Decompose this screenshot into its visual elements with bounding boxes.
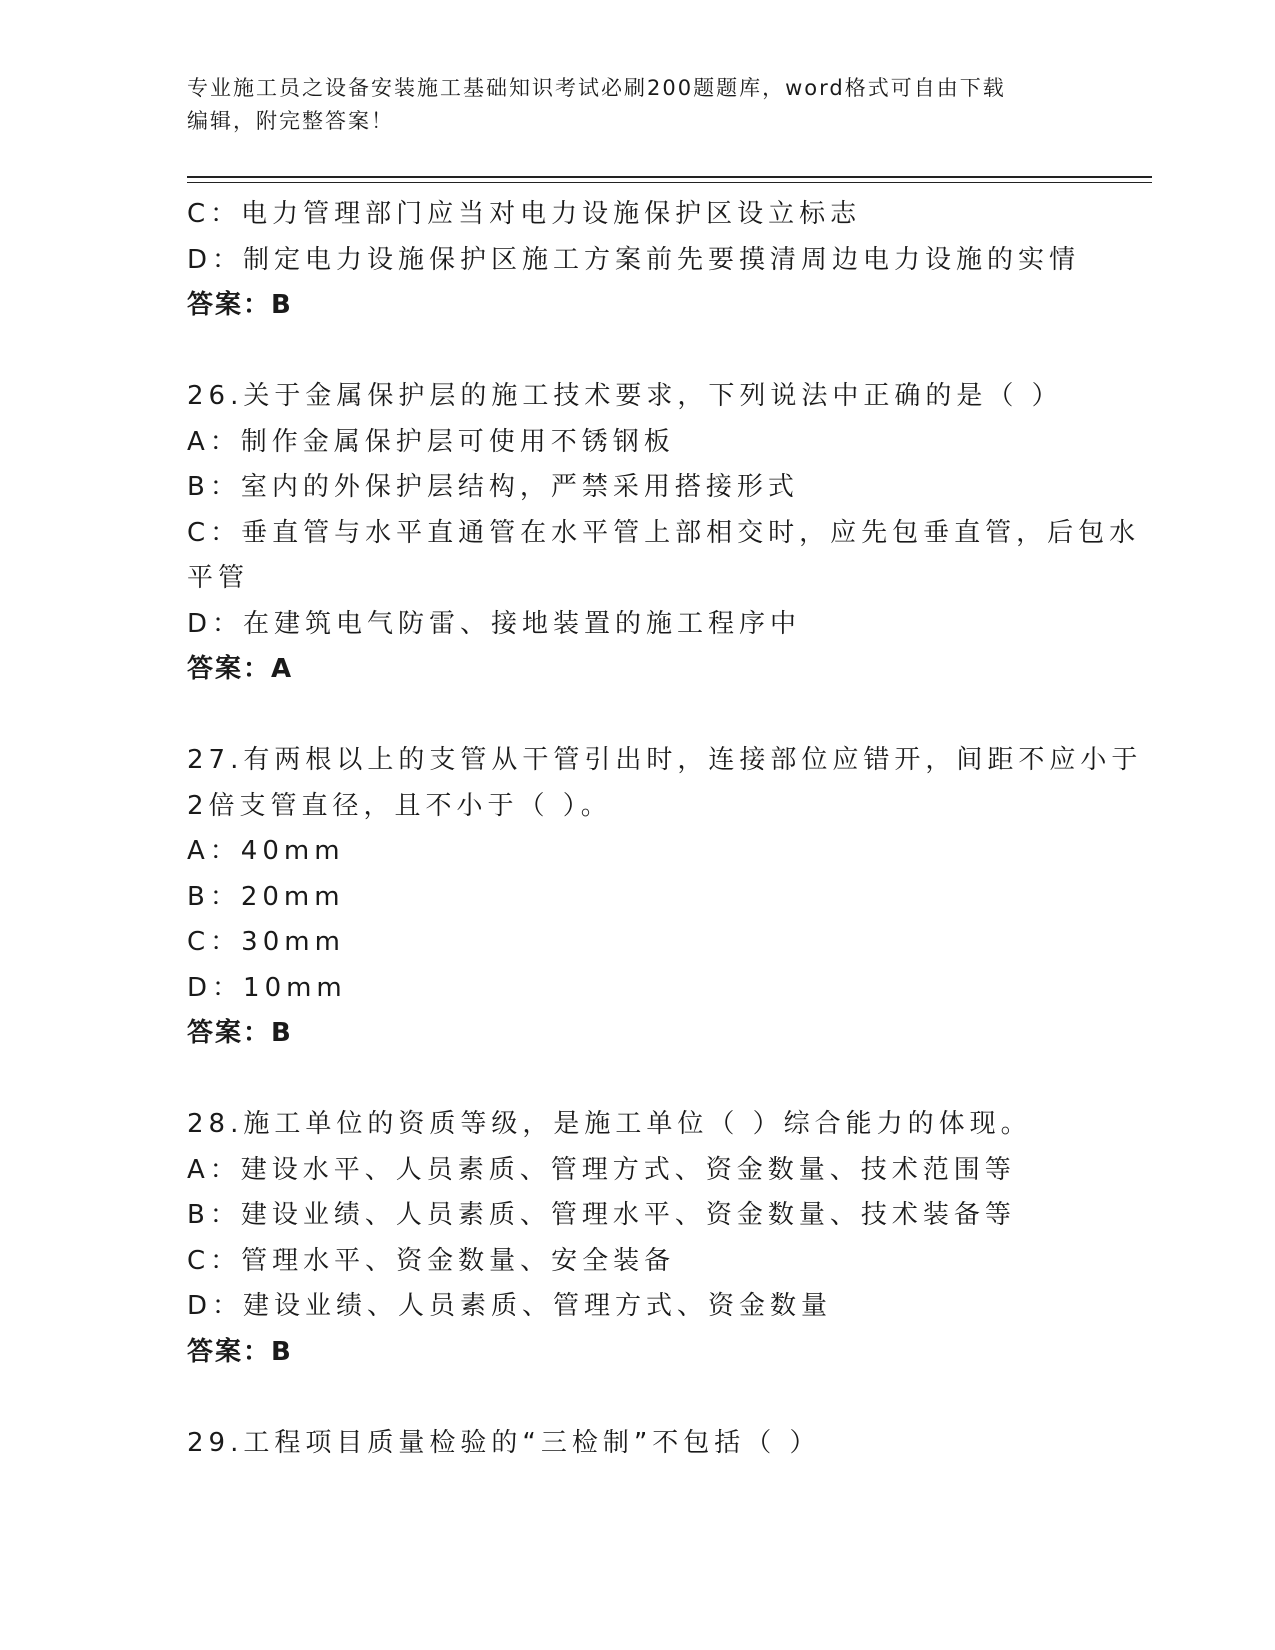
question-list [187,192,1143,1466]
answer: 答案：A [187,654,294,684]
spacer [187,693,1087,739]
option-b: B：20mm [187,881,345,912]
question-text: 27.有两根以上的支管从干管引出时，连接部位应错开，间距不应小于 [187,745,1143,775]
option-a: A：建设水平、人员素质、管理方式、资金数量、技术范围等 [187,1154,1016,1185]
spacer [187,329,1087,375]
option-c: C：管理水平、资金数量、安全装备 [187,1245,676,1276]
option-b: B：室内的外保护层结构，严禁采用搭接形式 [187,472,799,502]
option-a: A：制作金属保护层可使用不锈钢板 [187,426,675,457]
option-d: D：制定电力设施保护区施工方案前先要摸清周边电力设施的实情 [187,244,1081,275]
question-text: 28.施工单位的资质等级，是施工单位（ ）综合能力的体现。 [187,1109,1032,1139]
option-c-continued: 平管 [187,563,250,593]
spacer [187,1057,1087,1103]
answer: 答案：B [187,1018,293,1048]
option-b: B：建设业绩、人员素质、管理水平、资金数量、技术装备等 [187,1200,1016,1230]
spacer [187,1375,1087,1421]
question-block-28 [187,1102,1087,1375]
question-block-29 [187,1421,1087,1467]
question-text-continued: 2倍支管直径，且不小于（ ）。 [187,790,612,821]
question-block-27 [187,738,1143,1057]
answer: 答案：B [187,1336,293,1367]
question-block-25 [187,192,1087,329]
header-divider-thin [187,182,1152,183]
option-d: D：建设业绩、人员素质、管理方式、资金数量 [187,1291,833,1321]
option-c: C：30mm [187,927,345,957]
header-title-line1: 专业施工员之设备安装施工基础知识考试必刷200题题库，word格式可自由下载 [187,76,1006,100]
option-c: C：电力管理部门应当对电力设施保护区设立标志 [187,199,862,229]
question-block-26 [187,374,1141,693]
option-a: A：40mm [187,836,345,866]
option-d: D：在建筑电气防雷、接地装置的施工程序中 [187,608,802,639]
question-text: 29.工程项目质量检验的“三检制”不包括（ ） [187,1427,821,1458]
question-text: 26.关于金属保护层的施工技术要求，下列说法中正确的是（ ） [187,381,1063,411]
header-divider-thick [187,176,1152,178]
option-c: C：垂直管与水平直通管在水平管上部相交时，应先包垂直管，后包水 [187,517,1141,548]
header-title-line2: 编辑，附完整答案！ [187,109,394,133]
option-d: D：10mm [187,972,347,1003]
document-header [187,72,1087,138]
answer: 答案：B [187,290,293,320]
